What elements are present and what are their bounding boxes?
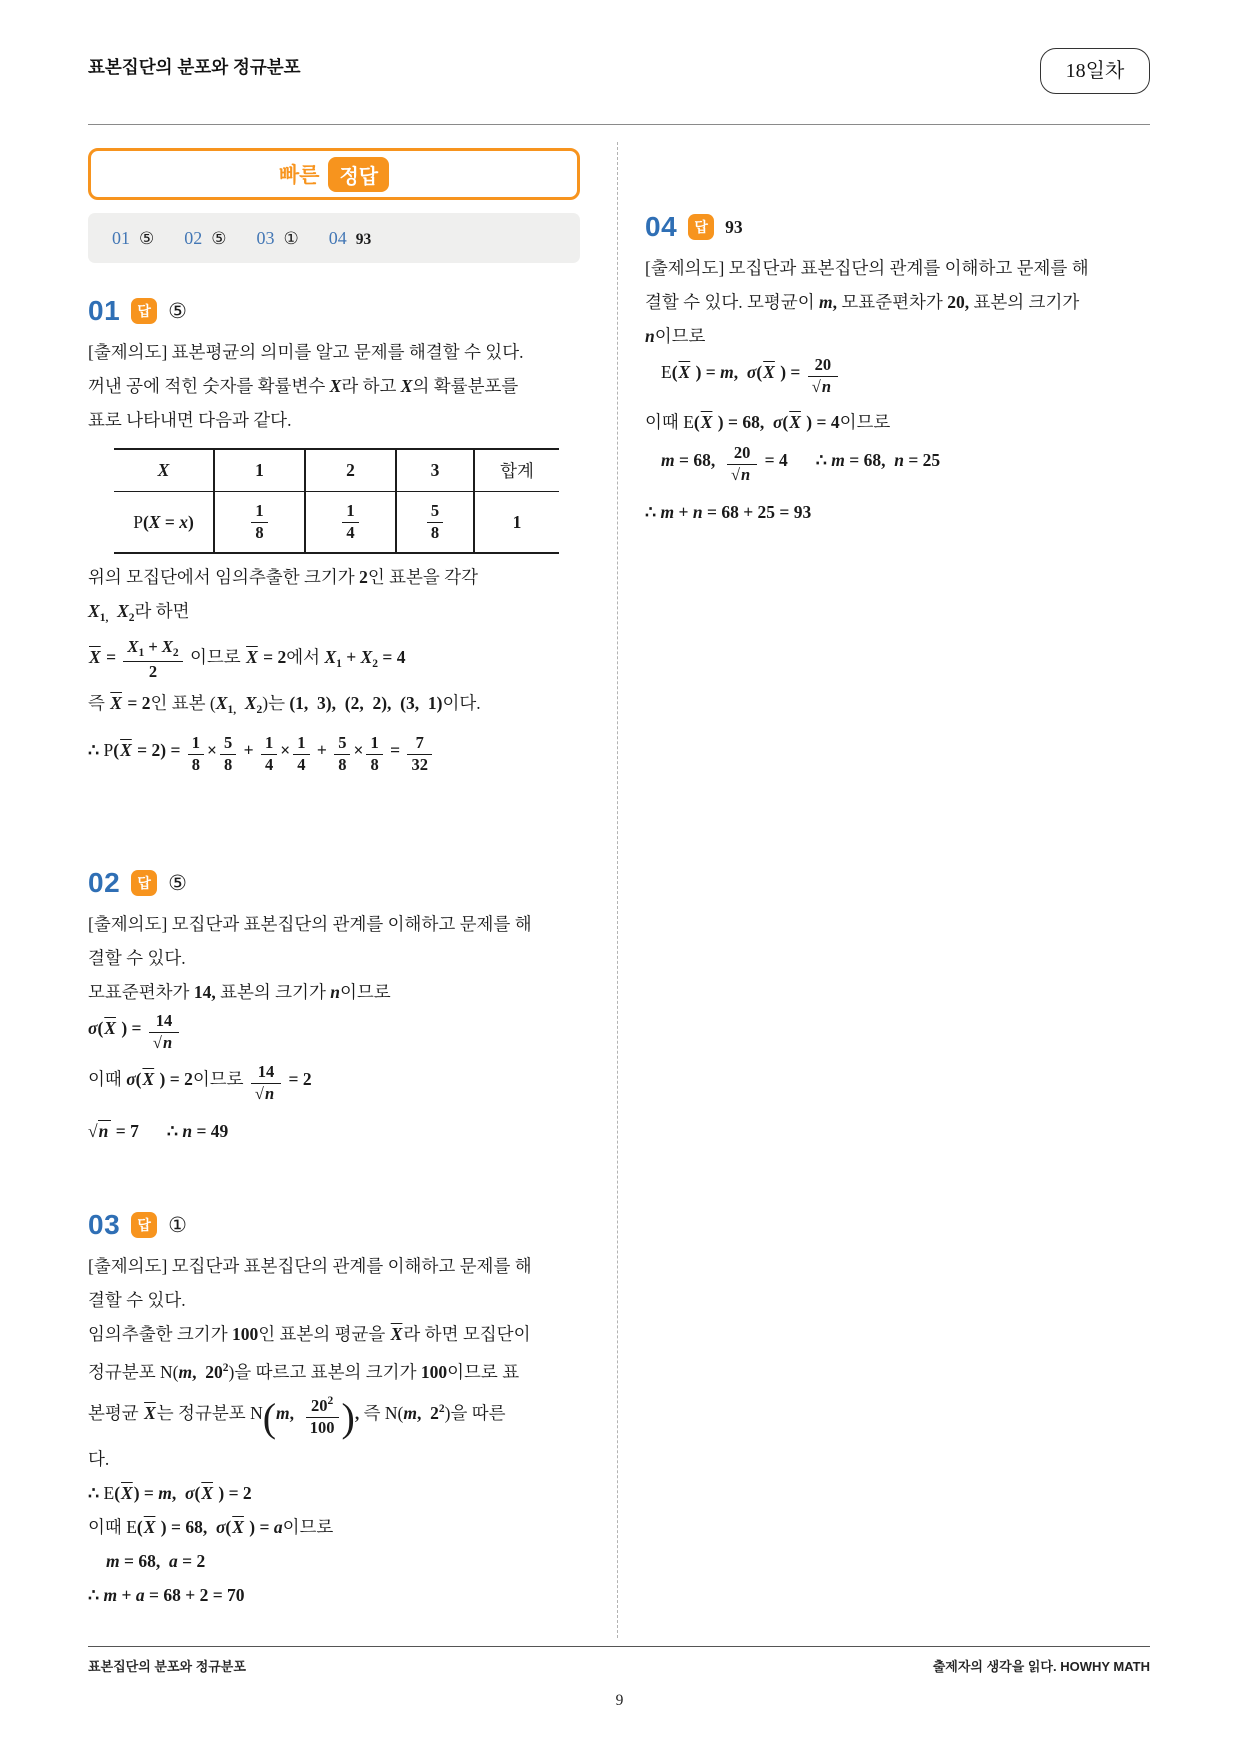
solution-line: ∴ m + a = 68 + 2 = 70 xyxy=(88,1584,245,1605)
solution-line: [출제의도] 모집단과 표본집단의 관계를 이해하고 문제를 해 xyxy=(645,258,1089,278)
solution-line: [출제의도] 모집단과 표본집단의 관계를 이해하고 문제를 해 xyxy=(88,914,532,935)
answer-badge: 답 xyxy=(688,214,714,240)
answer-number: 04 xyxy=(328,227,347,248)
table-cell: $\frac{1}{4}$ xyxy=(305,492,396,554)
solution-steps xyxy=(88,909,580,1147)
answer-value: 93 xyxy=(355,230,372,248)
solution-line: 임의추출한 크기가 100인 표본의 평균을 $\overline{X}$라 하면 모집단이 xyxy=(88,1324,531,1344)
problem-04-section xyxy=(645,209,1150,528)
answer-number: 03 xyxy=(256,227,275,248)
problem-02-header xyxy=(88,865,580,901)
solution-steps xyxy=(88,337,580,436)
answer-value: ⑤ xyxy=(139,228,155,248)
problem-04-header xyxy=(645,209,1150,245)
solution-line: 이때 $E(\overline{X}$ ) = 68, $\sigma(\overline{X}$ ) = 4이므로 xyxy=(645,411,891,432)
quick-answer-strip xyxy=(88,213,580,263)
solution-steps xyxy=(645,253,1150,528)
quick-answer-item-02 xyxy=(184,228,226,249)
solution-line: ∴ $E(\overline{X}) = m$, $\sigma(\overline{X}$ ) = 2 xyxy=(88,1482,252,1503)
problem-03-header xyxy=(88,1207,580,1243)
left-column xyxy=(88,140,580,1614)
solution-line: [출제의도] 모집단과 표본집단의 관계를 이해하고 문제를 해 xyxy=(88,1256,532,1276)
solution-steps xyxy=(88,562,580,775)
table-header-cell: X xyxy=(114,449,214,492)
quick-answer-label: 빠른 xyxy=(278,164,320,187)
problem-01-section xyxy=(88,293,580,775)
problem-answer: ① xyxy=(168,1212,187,1237)
problem-number: 04 xyxy=(645,211,678,242)
table-header-cell: 1 xyxy=(214,449,305,492)
solution-line: 본평균 $\overline{X}$는 정규분포 N(m, $\frac{20^2}{100}$ ), 즉 N(m, $2^2$)을 따른 xyxy=(88,1395,506,1440)
page-number: 9 xyxy=(615,1692,624,1709)
answer-badge: 답 xyxy=(131,870,157,896)
solution-line: 결할 수 있다. xyxy=(88,1290,186,1310)
table-cell: $\frac{5}{8}$ xyxy=(396,492,474,554)
column-divider xyxy=(617,142,618,1638)
table-cell: P(X = x) xyxy=(133,511,194,532)
solution-line: 다. xyxy=(88,1448,110,1469)
answer-badge: 답 xyxy=(131,1212,157,1238)
solution-line: $X_{1,}$ $X_2$라 하면 xyxy=(88,601,190,624)
probability-table xyxy=(114,448,559,554)
answer-value: ⑤ xyxy=(211,228,227,248)
solution-line: 즉 $\overline{X} = 2$인 표본 ($X_{1,}$ $X_2$)는 (1, 3), (2, 2), (3, 1)이다. xyxy=(88,693,481,717)
footer-divider xyxy=(88,1646,1150,1647)
table-value-row xyxy=(114,492,559,554)
problem-03-section xyxy=(88,1207,580,1611)
solution-line: $\overline{X}$ = $\frac{X_1 + X_2}{2}$ 이므로 $\overline{X} = 2$에서 $X_1 + X_2 = 4$ xyxy=(89,637,406,682)
problem-answer: ⑤ xyxy=(168,298,187,323)
answer-badge: 답 xyxy=(131,298,157,324)
solution-line: 결할 수 있다. 모평균이 m, 모표준편차가 20, 표본의 크기가 xyxy=(645,292,1080,312)
table-header-cell: 합계 xyxy=(474,449,559,492)
table-header-cell: 3 xyxy=(396,449,474,492)
solution-steps xyxy=(88,1251,580,1611)
solution-line: 표로 나타내면 다음과 같다. xyxy=(88,410,292,430)
table-header-row xyxy=(114,449,559,492)
problem-answer: ⑤ xyxy=(168,870,187,895)
solution-line: [출제의도] 표본평균의 의미를 알고 문제를 해결할 수 있다. xyxy=(88,342,524,362)
solution-line: m = 68, a = 2 xyxy=(106,1550,206,1571)
solution-line: ∴ $P(\overline{X} = 2)$ = $\frac{1}{8}$ × $\frac{5}{8}$ + $\frac{1}{4}$ × $\frac{1}{4}$ + $\frac{5}{8}$ × $\frac{1}{8}$ = $\frac{7}{32}$ xyxy=(88,734,580,775)
quick-answer-item-01 xyxy=(112,228,154,249)
solution-line: √n = 7 ∴ n = 49 xyxy=(88,1121,229,1141)
day-badge: 18일차 xyxy=(1040,48,1150,94)
problem-01-header xyxy=(88,293,580,329)
table-header-cell: 2 xyxy=(305,449,396,492)
solution-line: 정규분포 N(m, $20^2$)을 따르고 표본의 크기가 100이므로 표 xyxy=(88,1362,520,1382)
right-column xyxy=(645,185,1150,531)
problem-02-section xyxy=(88,865,580,1147)
problem-number: 03 xyxy=(88,1209,121,1240)
solution-line: m = 68, $\frac{20}{√n}$ = 4 ∴ m = 68, n = 25 xyxy=(661,442,941,484)
quick-answer-item-03 xyxy=(257,228,299,249)
solution-line: 모표준편차가 14, 표본의 크기가 n이므로 xyxy=(88,982,391,1003)
solution-line: 이때 $\sigma(\overline{X}$ ) = 2이므로 $\frac{14}{√n}$ = 2 xyxy=(88,1062,312,1104)
solution-line: $E(\overline{X}$ ) = m, $\sigma(\overline{X}$ ) = $\frac{20}{√n}$ xyxy=(661,356,1150,397)
footer-brand: 출제자의 생각을 읽다. HOWHY MATH xyxy=(932,1659,1150,1674)
table-cell: 1 xyxy=(474,492,559,554)
problem-answer: 93 xyxy=(725,216,743,237)
solution-line: n이므로 xyxy=(645,326,706,346)
header-divider xyxy=(88,124,1150,125)
solution-line: $\sigma(\overline{X}$ ) = $\frac{14}{√n}$ xyxy=(88,1012,580,1053)
solution-line: 이때 $E(\overline{X}$ ) = 68, $\sigma(\overline{X}$ ) = a이므로 xyxy=(88,1516,334,1537)
quick-answer-item-04 xyxy=(329,228,372,249)
page-title: 표본집단의 분포와 정규분포 xyxy=(88,57,301,77)
answer-number: 02 xyxy=(184,227,203,248)
answer-value: ① xyxy=(283,228,299,248)
solution-line: ∴ m + n = 68 + 25 = 93 xyxy=(645,501,812,522)
solution-line: 결할 수 있다. xyxy=(88,948,186,969)
table-cell: $\frac{1}{8}$ xyxy=(214,492,305,554)
solution-line: 꺼낸 공에 적힌 숫자를 확률변수 X라 하고 X의 확률분포를 xyxy=(88,376,519,396)
quick-answer-badge: 정답 xyxy=(328,157,389,192)
solution-line: 위의 모집단에서 임의추출한 크기가 2인 표본을 각각 xyxy=(88,567,479,587)
answer-number: 01 xyxy=(112,227,130,248)
footer-chapter-title: 표본집단의 분포와 정규분포 xyxy=(88,1659,246,1674)
quick-answer-box xyxy=(88,148,580,200)
problem-number: 02 xyxy=(88,867,121,899)
problem-number: 01 xyxy=(88,295,121,326)
